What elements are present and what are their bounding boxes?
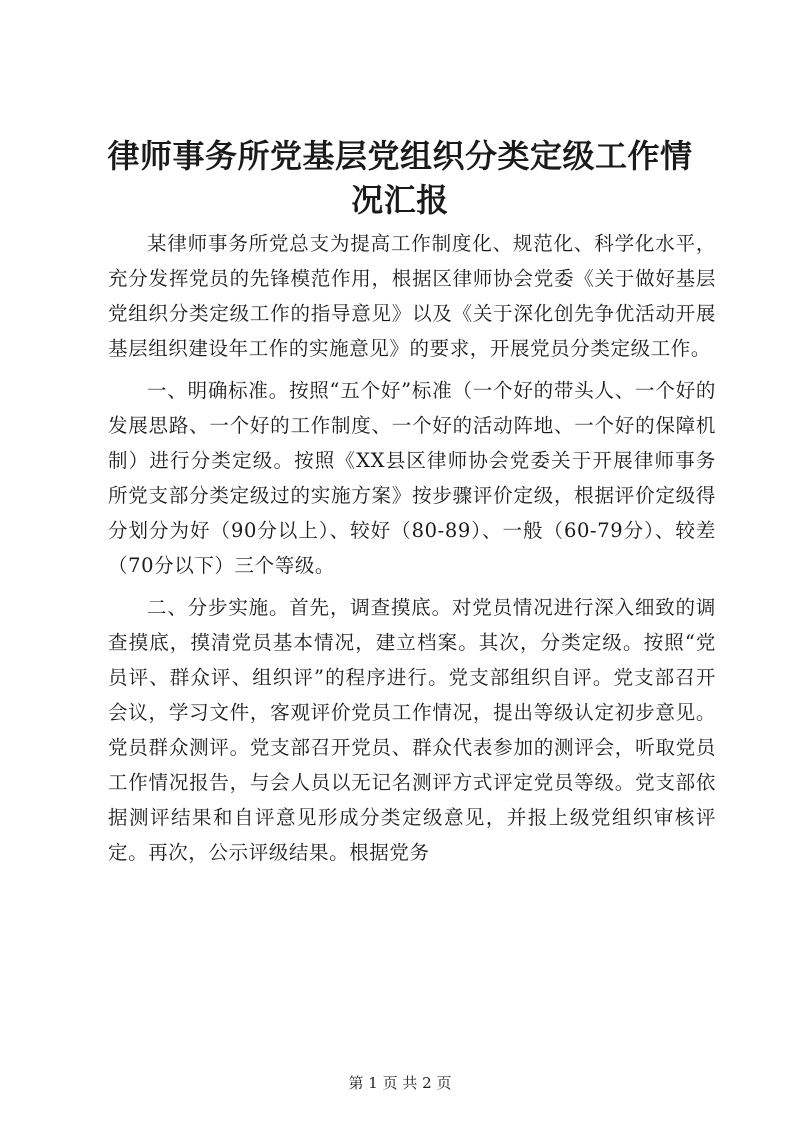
paragraph-standards: 一、明确标准。按照“五个好”标准（一个好的带头人、一个好的发展思路、一个好的工作制度、一个好的活动阵地、一个好的保障机制）进行分类定级。按照《XX县区律师协会党委关于开展律师事务所党支部分类定级过的实施方案》按步骤评价定级，根据评价定级得分划分为好（90分以上）、较好（80-89）、一般（60-79分）、较差（70分以下）三个等级。: [108, 379, 716, 577]
paragraph-intro: 某律师事务所党总支为提高工作制度化、规范化、科学化水平，充分发挥党员的先锋模范作用，根据区律师协会党委《关于做好基层党组织分类定级工作的指导意见》以及《关于深化创先争优活动开展基层组织建设年工作的实施意见》的要求，开展党员分类定级工作。: [108, 232, 716, 360]
paragraph-implementation: 二、分步实施。首先，调查摸底。对党员情况进行深入细致的调查摸底，摸清党员基本情况，建立档案。其次，分类定级。按照“党员评、群众评、组织评”的程序进行。党支部组织自评。党支部召开会议，学习文件，客观评价党员工作情况，提出等级认定初步意见。党员群众测评。党支部召开党员、群众代表参加的测评会，听取党员工作情况报告，与会人员以无记名测评方式评定党员等级。党支部依据测评结果和自评意见形成分类定级意见，并报上级党组织审核评定。再次，公示评级结果。根据党务: [108, 596, 716, 864]
page-number-footer: 第 1 页 共 2 页: [348, 1074, 452, 1092]
document-title: 律师事务所党基层党组织分类定级工作情况汇报: [107, 137, 693, 219]
document-body: [108, 226, 716, 877]
